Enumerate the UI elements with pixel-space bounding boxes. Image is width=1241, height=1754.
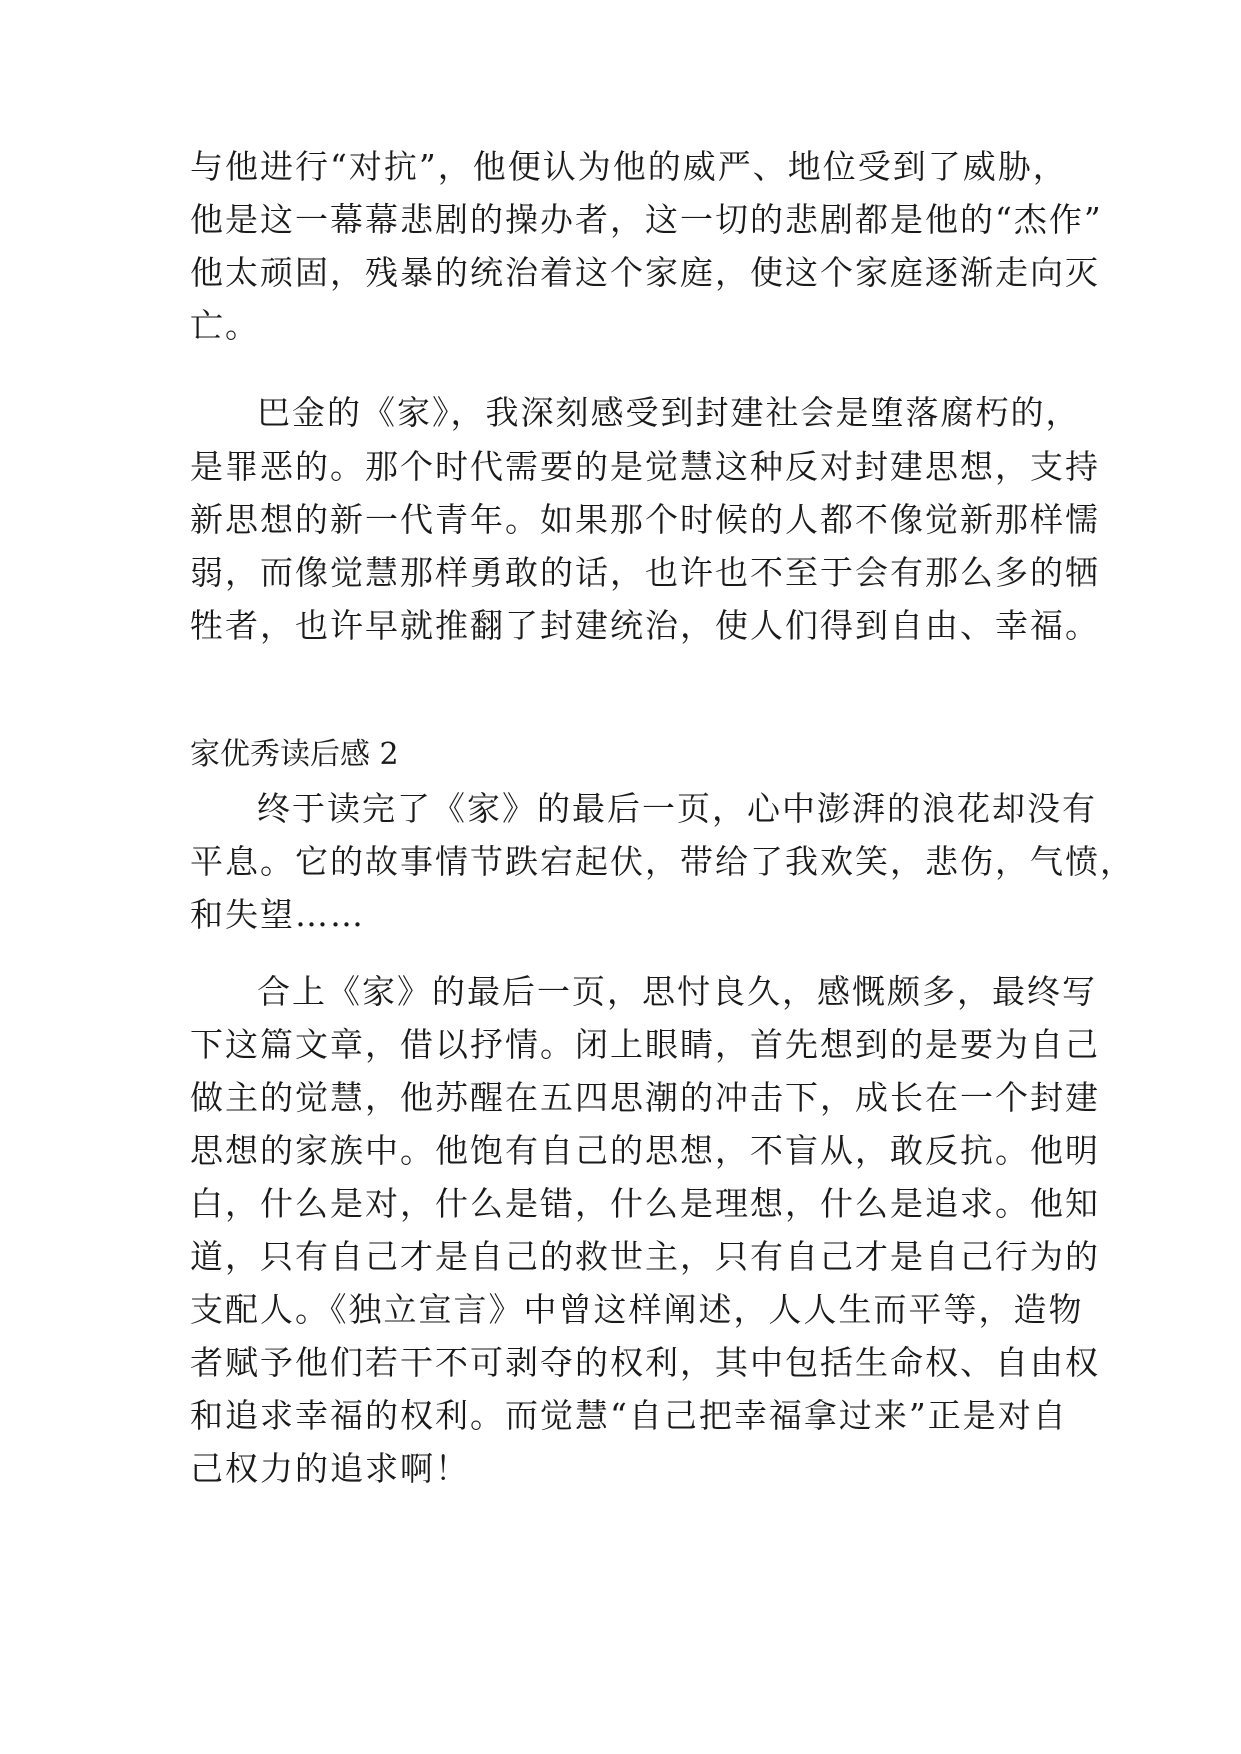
paragraph-4-line-9: 和追求幸福的权利。而觉慧“自己把幸福拿过来”正是对自 [190, 1396, 1068, 1435]
paragraph-4-line-3: 做主的觉慧，他苏醒在五四思潮的冲击下，成长在一个封建 [190, 1078, 1100, 1117]
paragraph-4-line-6: 道，只有自己才是自己的救世主，只有自己才是自己行为的 [190, 1237, 1100, 1276]
paragraph-4-line-4: 思想的家族中。他饱有自己的思想，不盲从，敢反抗。他明 [190, 1131, 1100, 1170]
paragraph-1-line-4: 亡。 [190, 306, 260, 345]
paragraph-2-line-1: 巴金的《家》，我深刻感受到封建社会是堕落腐朽的， [257, 393, 1081, 432]
paragraph-1-line-1: 与他进行“对抗”，他便认为他的威严、地位受到了威胁， [190, 147, 1068, 186]
paragraph-4-line-1: 合上《家》的最后一页，思忖良久，感慨颇多，最终写 [257, 972, 1097, 1011]
paragraph-1-line-2: 他是这一幕幕悲剧的操办者，这一切的悲剧都是他的“杰作” [190, 200, 1103, 239]
paragraph-2-line-2: 是罪恶的。那个时代需要的是觉慧这种反对封建思想，支持 [190, 447, 1100, 486]
paragraph-2-line-4: 弱，而像觉慧那样勇敢的话，也许也不至于会有那么多的牺 [190, 553, 1100, 592]
paragraph-3-line-3: 和失望…… [190, 895, 365, 934]
paragraph-2-line-3: 新思想的新一代青年。如果那个时候的人都不像觉新那样懦 [190, 500, 1100, 539]
paragraph-4-line-10: 己权力的追求啊！ [190, 1449, 470, 1488]
paragraph-2-line-5: 牲者，也许早就推翻了封建统治，使人们得到自由、幸福。 [190, 606, 1100, 645]
paragraph-4-line-5: 白，什么是对，什么是错，什么是理想，什么是追求。他知 [190, 1184, 1100, 1223]
paragraph-1-line-3: 他太顽固，残暴的统治着这个家庭，使这个家庭逐渐走向灭 [190, 253, 1100, 292]
section-title: 家优秀读后感 2 [190, 737, 399, 772]
paragraph-3-line-1: 终于读完了《家》的最后一页，心中澎湃的浪花却没有 [257, 789, 1097, 828]
paragraph-4-line-8: 者赋予他们若干不可剥夺的权利，其中包括生命权、自由权 [190, 1343, 1100, 1382]
paragraph-4-line-2: 下这篇文章，借以抒情。闭上眼睛，首先想到的是要为自己 [190, 1025, 1100, 1064]
paragraph-4-line-7: 支配人。《独立宣言》中曾这样阐述，人人生而平等，造物 [190, 1290, 1084, 1329]
paragraph-3-line-2: 平息。它的故事情节跌宕起伏，带给了我欢笑，悲伤，气愤， [190, 842, 1135, 881]
